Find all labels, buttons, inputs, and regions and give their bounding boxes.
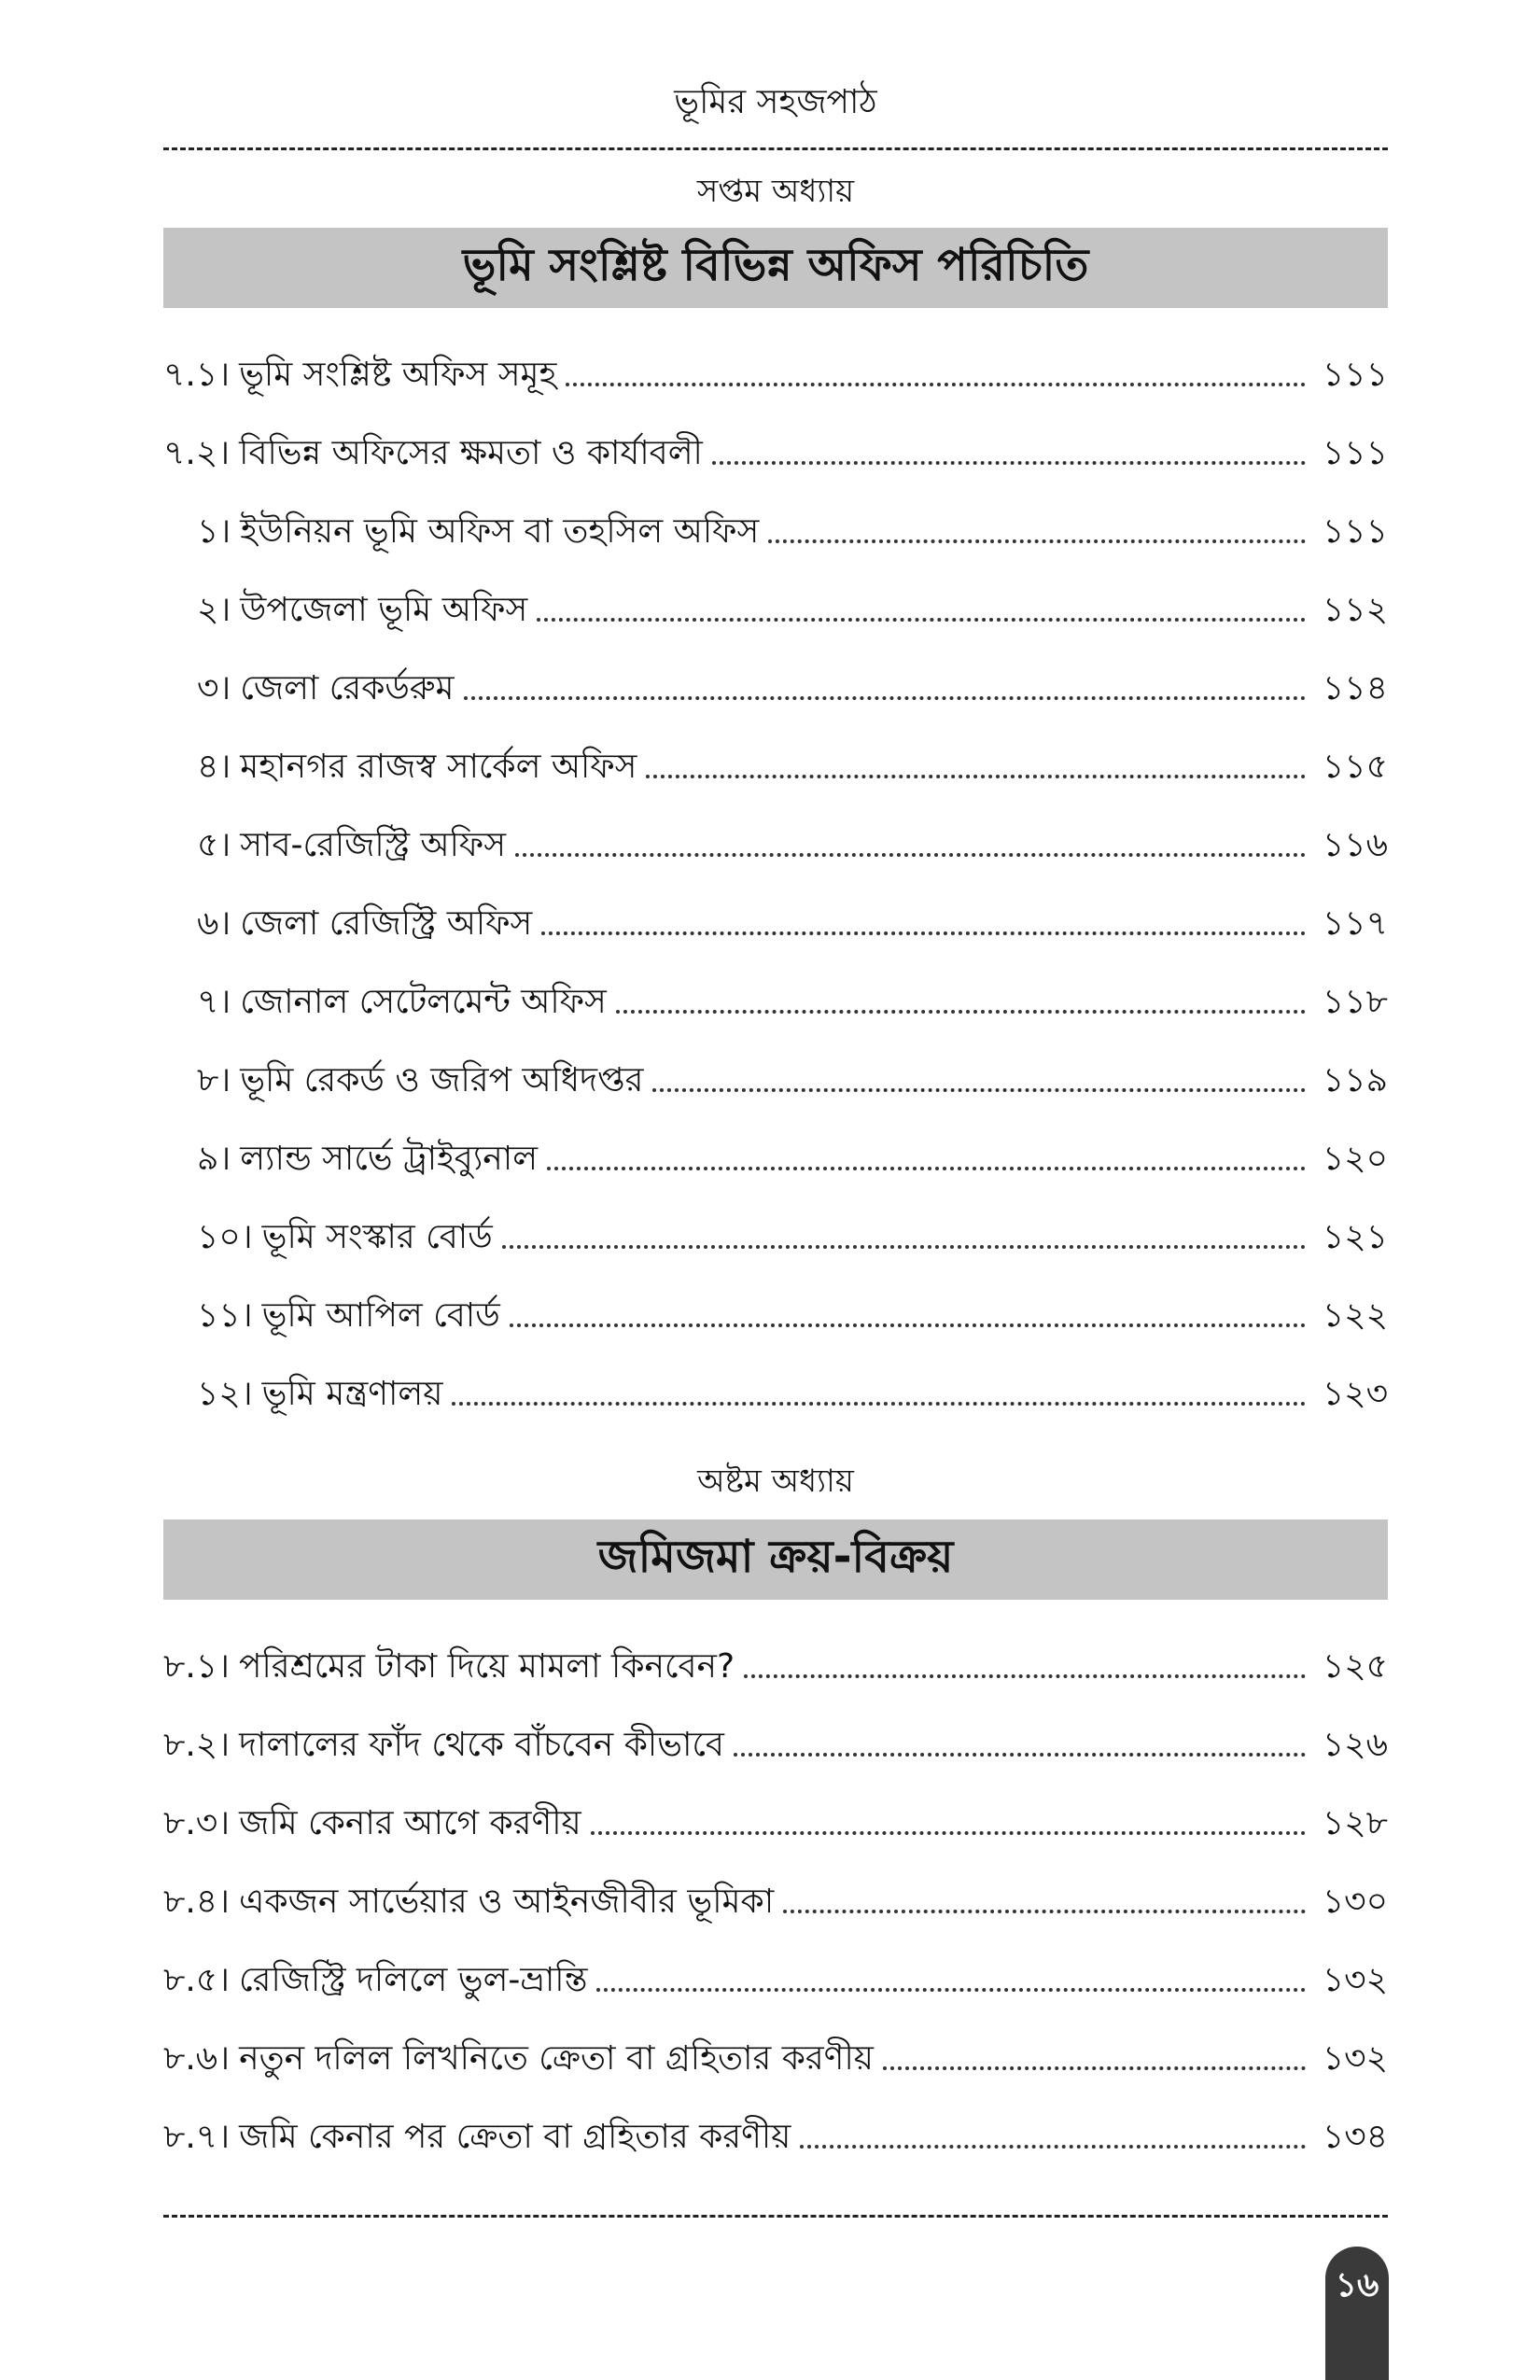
toc-entry[interactable] bbox=[163, 1609, 1388, 1687]
toc-entry[interactable] bbox=[163, 1101, 1388, 1180]
toc-entry-page: ১২১ bbox=[1322, 1218, 1388, 1256]
toc-entry[interactable] bbox=[163, 1923, 1388, 2001]
dot-leader bbox=[616, 1010, 1306, 1014]
toc-entry-page: ১১৭ bbox=[1322, 904, 1388, 943]
toc-entry-label: ল্যান্ড সার্ভে ট্রাইব্যুনাল bbox=[240, 1140, 539, 1178]
toc-entry[interactable] bbox=[163, 317, 1388, 396]
dot-leader bbox=[515, 853, 1306, 857]
toc-entry-page: ১৩০ bbox=[1322, 1883, 1388, 1921]
dot-leader bbox=[502, 1245, 1306, 1249]
toc-entry[interactable] bbox=[163, 474, 1388, 553]
toc-entry-page: ১১১ bbox=[1322, 356, 1388, 394]
page-number-tab bbox=[1325, 2247, 1389, 2380]
page-number: ১৬ bbox=[1335, 2266, 1379, 2304]
toc-entry[interactable] bbox=[163, 945, 1388, 1023]
toc-entry-number: ৩। bbox=[197, 669, 231, 707]
toc-entry-label: ভূমি আপিল বোর্ড bbox=[261, 1296, 500, 1335]
toc-entry[interactable] bbox=[163, 709, 1388, 788]
toc-entry-label: জমি কেনার পর ক্রেতা বা গ্রহিতার করণীয় bbox=[239, 2118, 791, 2156]
dot-leader bbox=[596, 1988, 1306, 1992]
toc-entry-page: ১১১ bbox=[1322, 512, 1388, 551]
toc-entry-page: ১১৮ bbox=[1322, 983, 1388, 1021]
toc-entry[interactable] bbox=[163, 1687, 1388, 1766]
toc-entry[interactable] bbox=[163, 631, 1388, 709]
dot-leader bbox=[883, 2066, 1306, 2070]
toc-entry-number: ১১। bbox=[197, 1296, 253, 1335]
toc-entry[interactable] bbox=[163, 1337, 1388, 1415]
chapter-title-banner: ভূমি সংশ্লিষ্ট বিভিন্ন অফিস পরিচিতি bbox=[163, 228, 1388, 308]
toc-list bbox=[163, 317, 1388, 1415]
dot-leader bbox=[541, 931, 1306, 935]
toc-entry-number: ১। bbox=[197, 512, 231, 551]
toc-entry-number: ৮.৭। bbox=[163, 2118, 231, 2156]
toc-entry-number: ৭.১। bbox=[163, 356, 231, 394]
dot-leader bbox=[464, 696, 1306, 700]
toc-entry-label: ভূমি সংশ্লিষ্ট অফিস সমূহ bbox=[239, 356, 557, 394]
toc-entry-label: জেলা রেকর্ডরুম bbox=[240, 669, 455, 707]
dot-leader bbox=[768, 539, 1306, 543]
toc-entry-label: জমি কেনার আগে করণীয় bbox=[239, 1804, 581, 1842]
toc-entry-page: ১১৪ bbox=[1322, 669, 1388, 707]
toc-entry-number: ৮.২। bbox=[163, 1726, 231, 1764]
toc-entry-page: ১২৩ bbox=[1322, 1375, 1388, 1413]
toc-entry-number: ৮.৫। bbox=[163, 1961, 231, 1999]
toc-entry-label: ভূমি সংস্কার বোর্ড bbox=[261, 1218, 493, 1256]
toc-entry-page: ১২৮ bbox=[1322, 1804, 1388, 1842]
dot-leader bbox=[712, 461, 1306, 465]
dot-leader bbox=[591, 1831, 1306, 1835]
toc-entry-label: বিভিন্ন অফিসের ক্ষমতা ও কার্যাবলী bbox=[239, 434, 703, 472]
toc-entry-label: সাব-রেজিস্ট্রি অফিস bbox=[240, 826, 507, 864]
toc-entry-page: ১২০ bbox=[1322, 1140, 1388, 1178]
toc-entry-label: উপজেলা ভূমি অফিস bbox=[240, 591, 528, 629]
toc-entry-label: জেলা রেজিস্ট্রি অফিস bbox=[240, 904, 533, 943]
toc-entry-number: ৮.৩। bbox=[163, 1804, 231, 1842]
toc-entry-number: ৫। bbox=[197, 826, 231, 864]
footer-divider bbox=[163, 2215, 1388, 2218]
chapter-label: সপ্তম অধ্যায় bbox=[696, 173, 855, 210]
toc-list bbox=[163, 1609, 1388, 2158]
toc-entry[interactable] bbox=[163, 1180, 1388, 1258]
toc-entry[interactable] bbox=[163, 2001, 1388, 2079]
toc-entry-number: ২। bbox=[197, 591, 231, 629]
dot-leader bbox=[452, 1402, 1306, 1406]
toc-entry-page: ১৩৪ bbox=[1322, 2118, 1388, 2156]
dot-leader bbox=[510, 1323, 1306, 1327]
running-header: ভূমির সহজপাঠ bbox=[674, 83, 877, 121]
toc-entry-label: পরিশ্রমের টাকা দিয়ে মামলা কিনবেন? bbox=[239, 1647, 735, 1686]
toc-entry[interactable] bbox=[163, 2079, 1388, 2158]
toc-entry[interactable] bbox=[163, 1023, 1388, 1101]
toc-entry-number: ১২। bbox=[197, 1375, 253, 1413]
toc-entry-page: ১১৫ bbox=[1322, 748, 1388, 786]
dot-leader bbox=[537, 618, 1306, 622]
toc-entry-page: ১২৫ bbox=[1322, 1647, 1388, 1686]
dot-leader bbox=[566, 383, 1306, 386]
toc-entry-number: ৮.৬। bbox=[163, 2039, 231, 2078]
toc-entry-label: ভূমি রেকর্ড ও জরিপ অধিদপ্তর bbox=[240, 1061, 644, 1099]
toc-entry[interactable] bbox=[163, 1766, 1388, 1844]
toc-entry-number: ১০। bbox=[197, 1218, 253, 1256]
toc-entry-number: ৮। bbox=[197, 1061, 231, 1099]
dot-leader bbox=[744, 1674, 1306, 1678]
toc-entry-label: দালালের ফাঁদ থেকে বাঁচবেন কীভাবে bbox=[239, 1726, 724, 1764]
toc-entry-number: ৭। bbox=[197, 983, 231, 1021]
toc-entry-number: ৭.২। bbox=[163, 434, 231, 472]
toc-entry-label: নতুন দলিল লিখনিতে ক্রেতা বা গ্রহিতার করণীয় bbox=[239, 2039, 874, 2078]
toc-entry-page: ১১১ bbox=[1322, 434, 1388, 472]
toc-entry-label: মহানগর রাজস্ব সার্কেল অফিস bbox=[240, 748, 637, 786]
toc-entry-label: রেজিস্ট্রি দলিলে ভুল-ভ্রান্তি bbox=[239, 1961, 588, 1999]
chapter-label: অষ্টম অধ্যায় bbox=[697, 1463, 854, 1500]
toc-entry-page: ১১৯ bbox=[1322, 1061, 1388, 1099]
dot-leader bbox=[646, 775, 1306, 778]
toc-entry-label: একজন সার্ভেয়ার ও আইনজীবীর ভূমিকা bbox=[239, 1883, 775, 1921]
toc-entry-number: ৮.৪। bbox=[163, 1883, 231, 1921]
toc-entry-page: ১১২ bbox=[1322, 591, 1388, 629]
chapter-title-banner: জমিজমা ক্রয়-বিক্রয় bbox=[163, 1519, 1388, 1600]
toc-entry[interactable] bbox=[163, 1258, 1388, 1337]
header-divider bbox=[163, 147, 1388, 150]
toc-entry-page: ১২৬ bbox=[1322, 1726, 1388, 1764]
dot-leader bbox=[783, 1910, 1306, 1913]
toc-entry-label: ইউনিয়ন ভূমি অফিস বা তহসিল অফিস bbox=[240, 512, 760, 551]
dot-leader bbox=[734, 1753, 1306, 1757]
toc-entry-page: ১১৬ bbox=[1322, 826, 1388, 864]
toc-entry[interactable] bbox=[163, 866, 1388, 945]
toc-entry-page: ১৩২ bbox=[1322, 1961, 1388, 1999]
dot-leader bbox=[547, 1167, 1306, 1170]
toc-entry-label: ভূমি মন্ত্রণালয় bbox=[261, 1375, 443, 1413]
toc-entry-number: ৮.১। bbox=[163, 1647, 231, 1686]
toc-entry-number: ৬। bbox=[197, 904, 231, 943]
toc-entry-number: ৪। bbox=[197, 748, 231, 786]
toc-entry[interactable] bbox=[163, 788, 1388, 866]
dot-leader bbox=[652, 1088, 1306, 1092]
toc-entry-page: ১২২ bbox=[1322, 1296, 1388, 1335]
dot-leader bbox=[800, 2145, 1306, 2149]
toc-entry[interactable] bbox=[163, 396, 1388, 474]
toc-entry-number: ৯। bbox=[197, 1140, 231, 1178]
toc-entry-label: জোনাল সেটেলমেন্ট অফিস bbox=[240, 983, 607, 1021]
toc-entry[interactable] bbox=[163, 553, 1388, 631]
toc-entry[interactable] bbox=[163, 1844, 1388, 1923]
toc-entry-page: ১৩২ bbox=[1322, 2039, 1388, 2078]
